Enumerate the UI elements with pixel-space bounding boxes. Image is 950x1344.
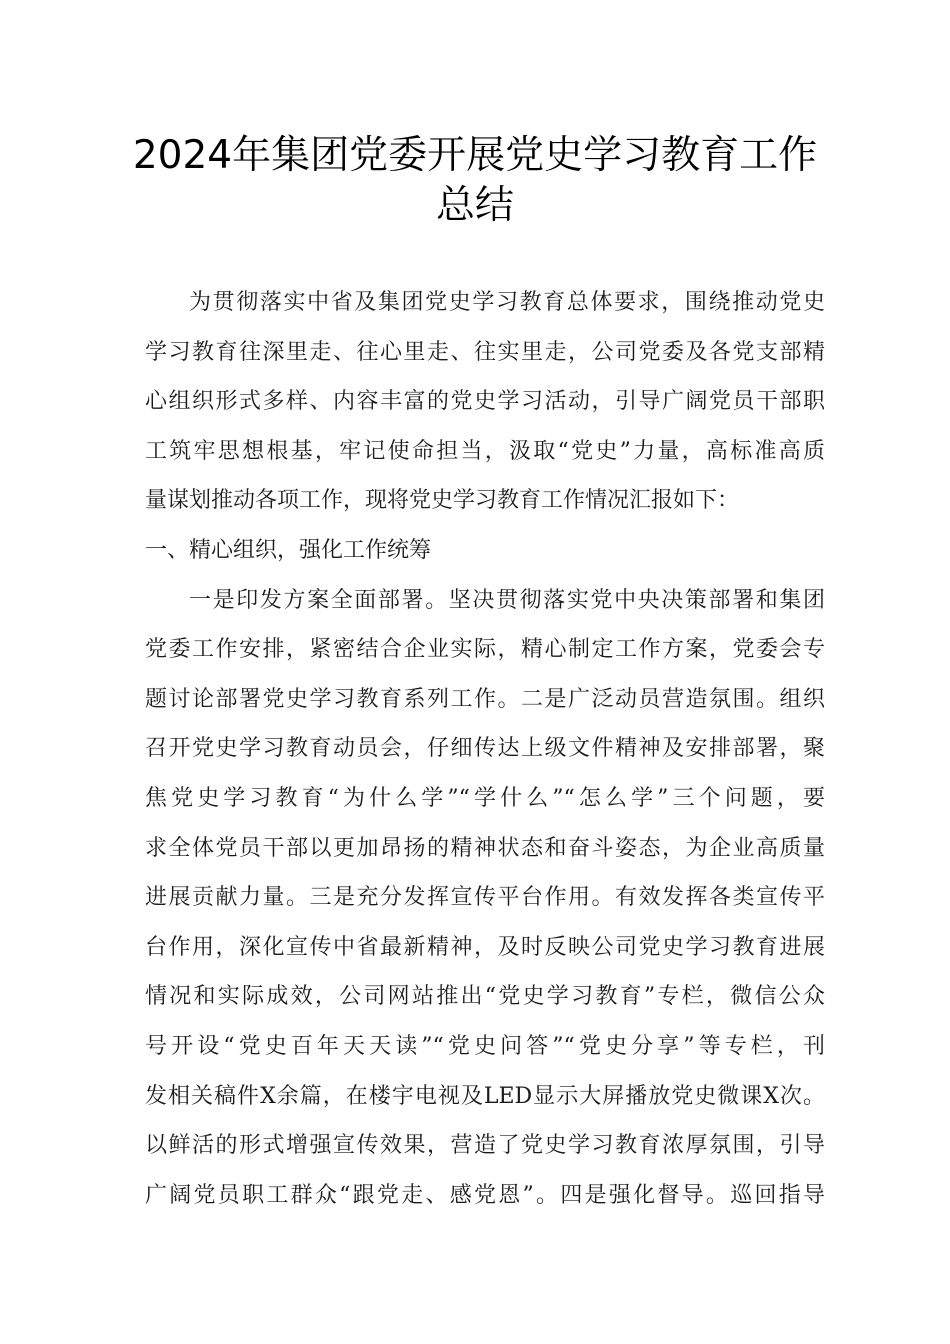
- body-line: 进展贡献力量。三是充分发挥宣传平台作用。有效发挥各类宣传平: [145, 885, 825, 911]
- body-line: 召开党史学习教育动员会，仔细传达上级文件精神及安排部署，聚: [145, 736, 825, 762]
- body-line: 量谋划推动各项工作，现将党史学习教育工作情况汇报如下：: [145, 488, 740, 514]
- body-line: 党委工作安排，紧密结合企业实际，精心制定工作方案，党委会专: [145, 637, 825, 663]
- body-line: 以鲜活的形式增强宣传效果，营造了党史学习教育浓厚氛围，引导: [145, 1133, 825, 1159]
- document-body: [145, 278, 825, 1220]
- body-line: 广阔党员职工群众“跟党走、感党恩”。四是强化督导。巡回指导: [145, 1182, 825, 1208]
- body-line: 题讨论部署党史学习教育系列工作。二是广泛动员营造氛围。组织: [145, 686, 825, 712]
- body-line: 一、精心组织，强化工作统筹: [145, 537, 432, 563]
- body-line: 情况和实际成效，公司网站推出“党史学习教育”专栏，微信公众: [145, 984, 825, 1010]
- body-line: 学习教育往深里走、往心里走、往实里走，公司党委及各党支部精: [145, 339, 825, 365]
- body-line: 焦党史学习教育“为什么学”“学什么”“怎么学”三个问题，要: [145, 785, 825, 811]
- body-line: 心组织形式多样、内容丰富的党史学习活动，引导广阔党员干部职: [145, 389, 825, 415]
- body-line: 求全体党员干部以更加昂扬的精神状态和奋斗姿态，为企业高质量: [145, 835, 825, 861]
- body-line: 工筑牢思想根基，牢记使命担当，汲取“党史”力量，高标准高质: [145, 438, 825, 464]
- body-line: 台作用，深化宣传中省最新精神，及时反映公司党史学习教育进展: [145, 934, 825, 960]
- body-line: 号开设“党史百年天天读”“党史问答”“党史分享”等专栏，刊: [145, 1033, 825, 1059]
- body-line: 为贯彻落实中省及集团党史学习教育总体要求，围绕推动党史: [189, 290, 825, 315]
- document-title-line-2: 总结: [435, 183, 514, 228]
- body-line: 一是印发方案全面部署。坚决贯彻落实党中央决策部署和集团: [189, 587, 825, 613]
- document-title-line-1: 2024年集团党委开展党史学习教育工作: [132, 133, 818, 178]
- body-line: 发相关稿件X余篇，在楼宇电视及LED显示大屏播放党史微课X次。: [145, 1083, 825, 1109]
